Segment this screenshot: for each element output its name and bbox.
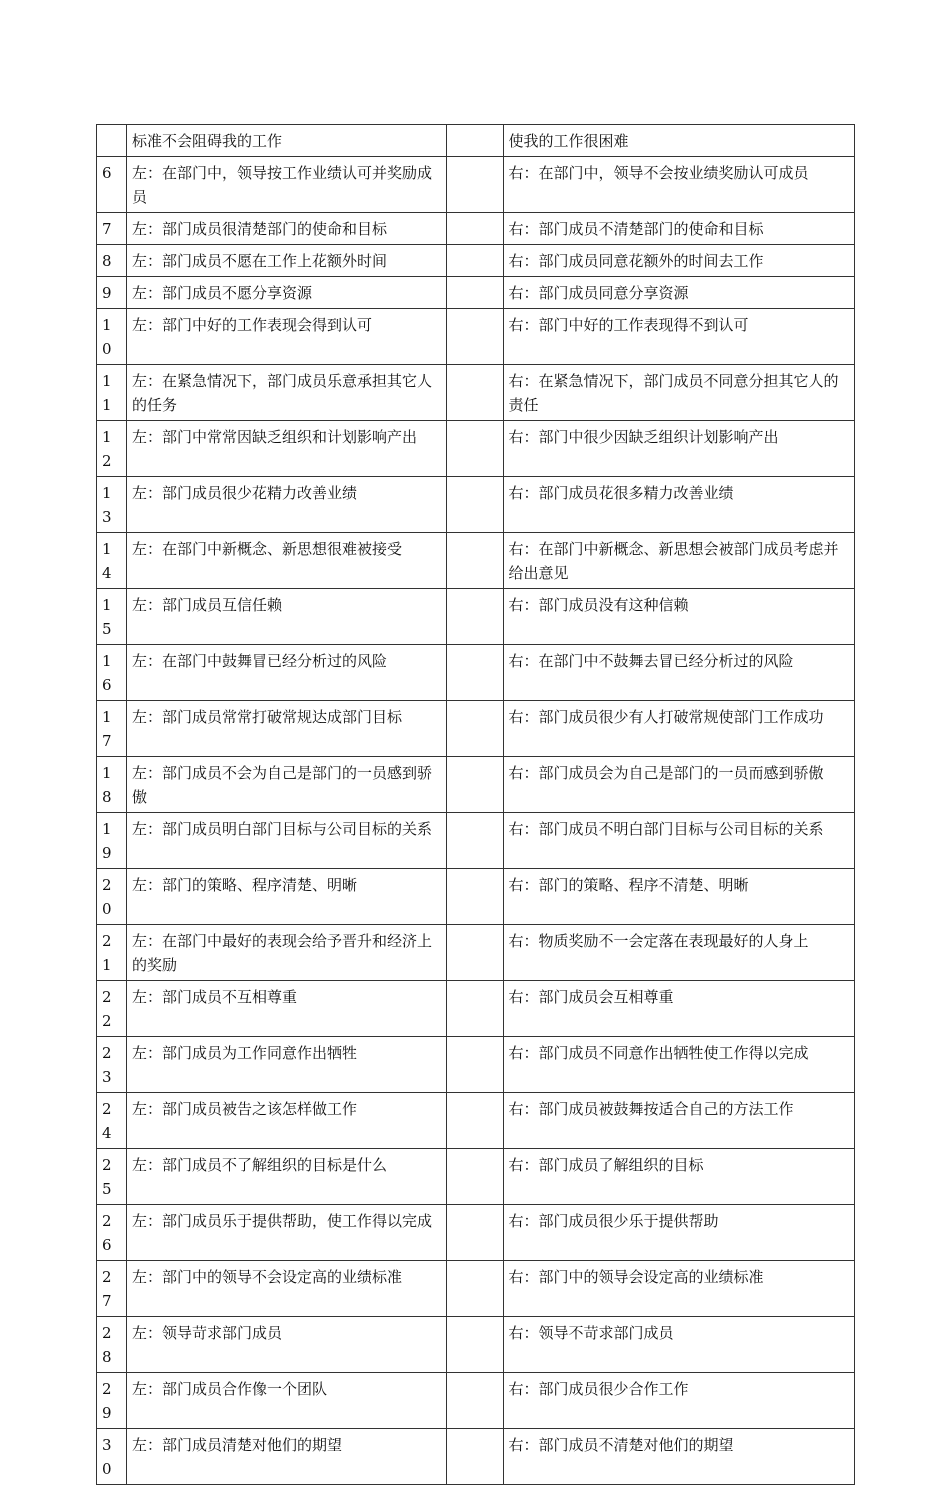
left-statement-cell: 左：部门成员明白部门目标与公司目标的关系 <box>127 813 447 869</box>
left-statement-cell: 左：部门成员不愿分享资源 <box>127 277 447 309</box>
table-row <box>97 813 855 869</box>
row-number-cell: 9 <box>97 277 127 309</box>
row-number-cell: 15 <box>97 589 127 645</box>
right-statement-cell: 右：部门成员不清楚对他们的期望 <box>503 1429 854 1485</box>
right-statement-cell: 右：部门成员被鼓舞按适合自己的方法工作 <box>503 1093 854 1149</box>
right-statement-cell: 右：在部门中，领导不会按业绩奖励认可成员 <box>503 157 854 213</box>
row-number-cell: 6 <box>97 157 127 213</box>
rating-cell <box>447 1373 503 1429</box>
table-row <box>97 925 855 981</box>
right-statement-cell: 右：部门成员会为自己是部门的一员而感到骄傲 <box>503 757 854 813</box>
rating-cell <box>447 925 503 981</box>
left-statement-cell: 左：部门的策略、程序清楚、明晰 <box>127 869 447 925</box>
row-number-cell: 23 <box>97 1037 127 1093</box>
left-statement-cell: 左：部门中好的工作表现会得到认可 <box>127 309 447 365</box>
rating-cell <box>447 309 503 365</box>
table-row <box>97 1261 855 1317</box>
right-statement-cell: 右：领导不苛求部门成员 <box>503 1317 854 1373</box>
right-statement-cell: 右：部门成员很少有人打破常规使部门工作成功 <box>503 701 854 757</box>
right-statement-cell: 右：在部门中新概念、新思想会被部门成员考虑并给出意见 <box>503 533 854 589</box>
rating-cell <box>447 645 503 701</box>
rating-cell <box>447 813 503 869</box>
right-statement-cell: 右：部门成员会互相尊重 <box>503 981 854 1037</box>
left-statement-cell: 左：部门成员很少花精力改善业绩 <box>127 477 447 533</box>
table-row <box>97 1093 855 1149</box>
right-statement-cell: 右：部门成员不同意作出牺牲使工作得以完成 <box>503 1037 854 1093</box>
table-row <box>97 981 855 1037</box>
rating-cell <box>447 1261 503 1317</box>
left-statement-cell: 左：部门成员不愿在工作上花额外时间 <box>127 245 447 277</box>
table-row <box>97 365 855 421</box>
table-row <box>97 1317 855 1373</box>
rating-cell <box>447 1317 503 1373</box>
survey-table <box>96 124 855 1485</box>
row-number-cell: 24 <box>97 1093 127 1149</box>
table-row <box>97 477 855 533</box>
left-statement-cell: 左：部门成员不互相尊重 <box>127 981 447 1037</box>
rating-cell <box>447 1037 503 1093</box>
table-header-row <box>97 125 855 157</box>
row-number-cell: 11 <box>97 365 127 421</box>
right-statement-cell: 右：部门成员了解组织的目标 <box>503 1149 854 1205</box>
table-row <box>97 645 855 701</box>
left-statement-cell: 左：在部门中新概念、新思想很难被接受 <box>127 533 447 589</box>
header-num-cell <box>97 125 127 157</box>
row-number-cell: 10 <box>97 309 127 365</box>
right-statement-cell: 右：部门中好的工作表现得不到认可 <box>503 309 854 365</box>
right-statement-cell: 右：部门成员同意分享资源 <box>503 277 854 309</box>
table-row <box>97 869 855 925</box>
left-statement-cell: 左：部门成员清楚对他们的期望 <box>127 1429 447 1485</box>
table-row <box>97 245 855 277</box>
row-number-cell: 8 <box>97 245 127 277</box>
row-number-cell: 12 <box>97 421 127 477</box>
right-statement-cell: 右：在紧急情况下，部门成员不同意分担其它人的责任 <box>503 365 854 421</box>
right-statement-cell: 右：部门的策略、程序不清楚、明晰 <box>503 869 854 925</box>
row-number-cell: 20 <box>97 869 127 925</box>
left-statement-cell: 左：部门成员互信任赖 <box>127 589 447 645</box>
header-blank-cell <box>447 125 503 157</box>
row-number-cell: 28 <box>97 1317 127 1373</box>
left-statement-cell: 左：部门成员很清楚部门的使命和目标 <box>127 213 447 245</box>
rating-cell <box>447 1429 503 1485</box>
rating-cell <box>447 421 503 477</box>
left-statement-cell: 左：在紧急情况下，部门成员乐意承担其它人的任务 <box>127 365 447 421</box>
row-number-cell: 29 <box>97 1373 127 1429</box>
table-row <box>97 1373 855 1429</box>
table-row <box>97 277 855 309</box>
row-number-cell: 25 <box>97 1149 127 1205</box>
rating-cell <box>447 533 503 589</box>
rating-cell <box>447 365 503 421</box>
row-number-cell: 19 <box>97 813 127 869</box>
left-statement-cell: 左：部门成员不了解组织的目标是什么 <box>127 1149 447 1205</box>
row-number-cell: 7 <box>97 213 127 245</box>
rating-cell <box>447 1205 503 1261</box>
row-number-cell: 21 <box>97 925 127 981</box>
rating-cell <box>447 869 503 925</box>
rating-cell <box>447 157 503 213</box>
row-number-cell: 30 <box>97 1429 127 1485</box>
table-row <box>97 309 855 365</box>
right-statement-cell: 右：部门成员花很多精力改善业绩 <box>503 477 854 533</box>
left-statement-cell: 左：部门中常常因缺乏组织和计划影响产出 <box>127 421 447 477</box>
header-right-cell: 使我的工作很困难 <box>503 125 854 157</box>
right-statement-cell: 右：部门成员不明白部门目标与公司目标的关系 <box>503 813 854 869</box>
header-left-cell: 标准不会阻碍我的工作 <box>127 125 447 157</box>
left-statement-cell: 左：部门成员乐于提供帮助，使工作得以完成 <box>127 1205 447 1261</box>
row-number-cell: 18 <box>97 757 127 813</box>
table-row <box>97 421 855 477</box>
table-row <box>97 1205 855 1261</box>
left-statement-cell: 左：部门中的领导不会设定高的业绩标准 <box>127 1261 447 1317</box>
table-row <box>97 533 855 589</box>
table-row <box>97 157 855 213</box>
right-statement-cell: 右：在部门中不鼓舞去冒已经分析过的风险 <box>503 645 854 701</box>
right-statement-cell: 右：部门成员同意花额外的时间去工作 <box>503 245 854 277</box>
row-number-cell: 14 <box>97 533 127 589</box>
left-statement-cell: 左：部门成员不会为自己是部门的一员感到骄傲 <box>127 757 447 813</box>
rating-cell <box>447 245 503 277</box>
left-statement-cell: 左：在部门中，领导按工作业绩认可并奖励成员 <box>127 157 447 213</box>
rating-cell <box>447 589 503 645</box>
row-number-cell: 26 <box>97 1205 127 1261</box>
table-row <box>97 1149 855 1205</box>
rating-cell <box>447 277 503 309</box>
table-row <box>97 1429 855 1485</box>
left-statement-cell: 左：部门成员被告之该怎样做工作 <box>127 1093 447 1149</box>
table-row <box>97 213 855 245</box>
table-row <box>97 701 855 757</box>
left-statement-cell: 左：在部门中最好的表现会给予晋升和经济上的奖励 <box>127 925 447 981</box>
left-statement-cell: 左：部门成员为工作同意作出牺牲 <box>127 1037 447 1093</box>
rating-cell <box>447 477 503 533</box>
row-number-cell: 27 <box>97 1261 127 1317</box>
right-statement-cell: 右：部门成员不清楚部门的使命和目标 <box>503 213 854 245</box>
row-number-cell: 17 <box>97 701 127 757</box>
right-statement-cell: 右：部门成员很少合作工作 <box>503 1373 854 1429</box>
rating-cell <box>447 701 503 757</box>
row-number-cell: 13 <box>97 477 127 533</box>
left-statement-cell: 左：在部门中鼓舞冒已经分析过的风险 <box>127 645 447 701</box>
row-number-cell: 22 <box>97 981 127 1037</box>
table-row <box>97 589 855 645</box>
rating-cell <box>447 213 503 245</box>
right-statement-cell: 右：部门成员很少乐于提供帮助 <box>503 1205 854 1261</box>
left-statement-cell: 左：领导苛求部门成员 <box>127 1317 447 1373</box>
right-statement-cell: 右：部门成员没有这种信赖 <box>503 589 854 645</box>
left-statement-cell: 左：部门成员合作像一个团队 <box>127 1373 447 1429</box>
right-statement-cell: 右：部门中的领导会设定高的业绩标准 <box>503 1261 854 1317</box>
rating-cell <box>447 757 503 813</box>
right-statement-cell: 右：部门中很少因缺乏组织计划影响产出 <box>503 421 854 477</box>
rating-cell <box>447 981 503 1037</box>
table-row <box>97 1037 855 1093</box>
row-number-cell: 16 <box>97 645 127 701</box>
rating-cell <box>447 1093 503 1149</box>
table-row <box>97 757 855 813</box>
rating-cell <box>447 1149 503 1205</box>
right-statement-cell: 右：物质奖励不一会定落在表现最好的人身上 <box>503 925 854 981</box>
left-statement-cell: 左：部门成员常常打破常规达成部门目标 <box>127 701 447 757</box>
